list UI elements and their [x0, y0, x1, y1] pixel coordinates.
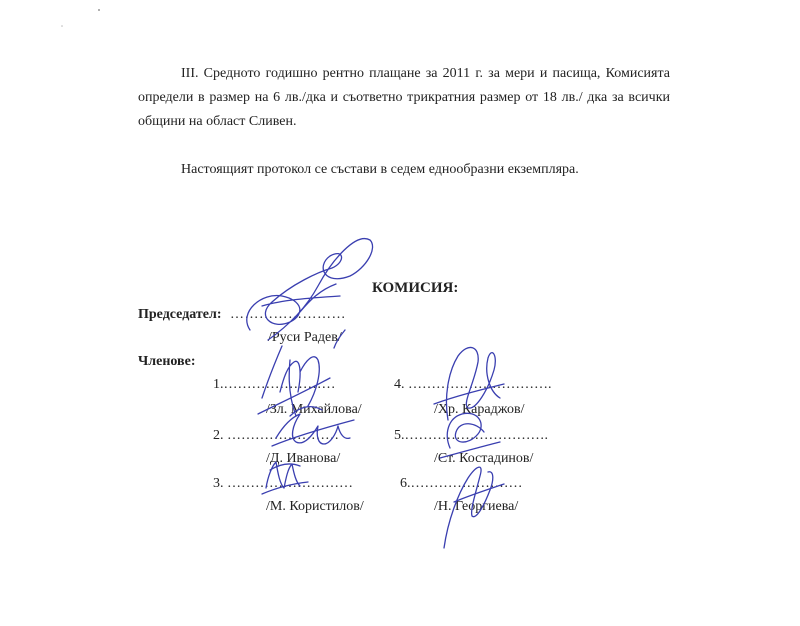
member-name: /Зл. Михайлова/ [266, 402, 362, 417]
member-signature-line: 1.…………………… [213, 377, 336, 392]
member-name: /М. Користилов/ [266, 499, 364, 514]
member-signature-line: 2. …………………… [213, 428, 339, 443]
member-signature-line: 6.…………………… [400, 476, 523, 491]
chairman-signature-line: …………………… [230, 307, 346, 322]
member-name: /Ст. Костадинов/ [434, 451, 534, 466]
chairman-name: /Руси Радев/ [268, 330, 342, 345]
paragraph-copies: Настоящият протокол се състави в седем еднообразни екземпляра. [181, 162, 579, 177]
members-label: Членове: [138, 354, 196, 369]
paragraph-rent-payment: III. Средното годишно рентно плащане за 2011 г. за мери и пасища, Комисията определи в размер на 6 лв./дка и съответно трикратния размер от 18 лв./ дка за всички общини на област Сливен. [138, 66, 670, 129]
member-signature-line: 4. …………………………. [394, 377, 552, 392]
member-name: /Н. Георгиева/ [434, 499, 519, 514]
member-name: /Хр. Караджов/ [434, 402, 525, 417]
member-signature-line: 5.…………………………. [394, 428, 548, 443]
member-name: /Д. Иванова/ [266, 451, 341, 466]
chairman-label: Председател: [138, 307, 222, 322]
commission-title: КОМИСИЯ: [372, 280, 459, 296]
member-signature-line: 3. ……………………… [213, 476, 353, 491]
